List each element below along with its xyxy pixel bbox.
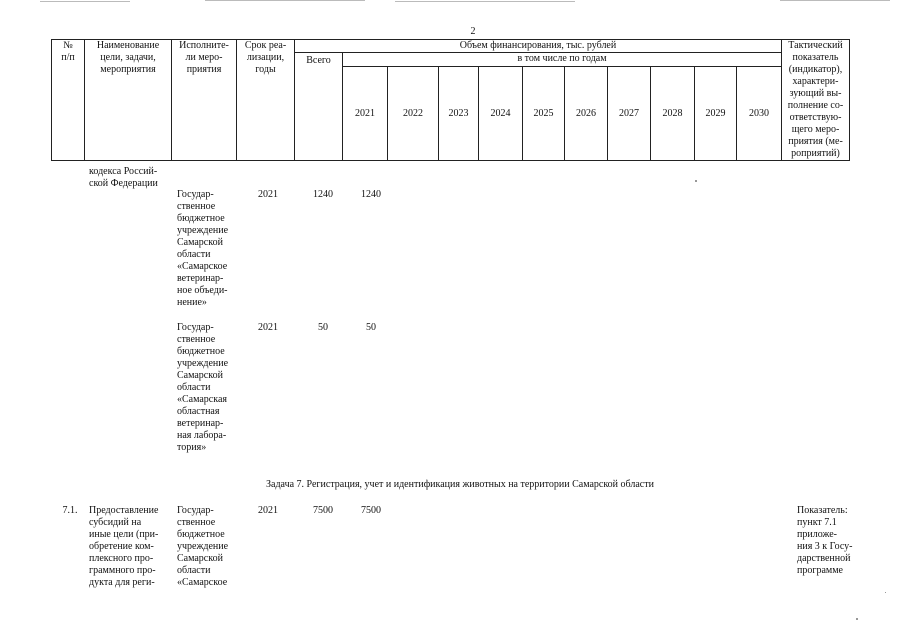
row-7-1-total: 7500 <box>313 505 333 516</box>
row-7-1-executor: Государ- ственное бюджетное учреждение Самарской области «Самарское <box>177 505 229 588</box>
header-year-2030: 2030 <box>737 67 782 161</box>
row-2-executor: Государ- ственное бюджетное учреждение Самарской области «Самарская областная ветеринар- ная лабора- тория» <box>177 322 229 453</box>
header-term: Срок реа- лизации, годы <box>237 40 295 161</box>
scan-line <box>205 0 365 1</box>
page-number: 2 <box>470 26 476 37</box>
row-1-y2021: 1240 <box>361 189 381 200</box>
program-table-header <box>51 39 850 161</box>
header-indicator: Тактический показатель (индикатор), характери- зующий вы- полнение со- ответствую- щего меро- приятия (ме- роприятий) <box>782 40 850 161</box>
header-year-2022: 2022 <box>388 67 439 161</box>
header-year-2021: 2021 <box>343 67 388 161</box>
header-total: Всего <box>295 53 343 161</box>
row-7-1-name: Предоставление субсидий на иные цели (при- обретение ком- плексного про- граммного про- дукта для реги- <box>89 505 159 588</box>
row-2-total: 50 <box>318 322 328 333</box>
header-year-2024: 2024 <box>479 67 523 161</box>
scan-speck <box>695 180 697 182</box>
header-year-2026: 2026 <box>565 67 608 161</box>
row-2-y2021: 50 <box>366 322 376 333</box>
header-executor: Исполните- ли меро- приятия <box>172 40 237 161</box>
row-7-1-num: 7.1. <box>62 505 78 516</box>
header-year-2028: 2028 <box>651 67 695 161</box>
scan-speck <box>885 592 886 593</box>
row-1-term: 2021 <box>258 189 278 200</box>
header-funding: Объем финансирования, тыс. рублей <box>295 40 782 53</box>
row-7-1-y2021: 7500 <box>361 505 381 516</box>
row-1-total: 1240 <box>313 189 333 200</box>
header-year-2025: 2025 <box>523 67 565 161</box>
header-year-2023: 2023 <box>439 67 479 161</box>
scan-line <box>395 1 575 2</box>
header-num: № п/п <box>52 40 85 161</box>
row-1-executor: Государ- ственное бюджетное учреждение Самарской области «Самарское ветеринар- ное объеди- нение» <box>177 189 229 308</box>
task-7-heading: Задача 7. Регистрация, учет и идентификация животных на территории Самарской области <box>266 479 654 490</box>
row-2-term: 2021 <box>258 322 278 333</box>
header-year-2027: 2027 <box>608 67 651 161</box>
header-year-2029: 2029 <box>695 67 737 161</box>
header-name: Наименование цели, задачи, мероприятия <box>85 40 172 161</box>
header-by-years: в том числе по годам <box>343 53 782 67</box>
scan-line <box>40 1 130 2</box>
continued-name: кодекса Россий- ской Федерации <box>89 166 158 189</box>
scan-speck <box>856 618 858 620</box>
row-7-1-indicator: Показатель: пункт 7.1 приложе- ния 3 к Госу- дарственной программе <box>797 505 853 576</box>
scan-line <box>780 0 890 1</box>
row-7-1-term: 2021 <box>258 505 278 516</box>
